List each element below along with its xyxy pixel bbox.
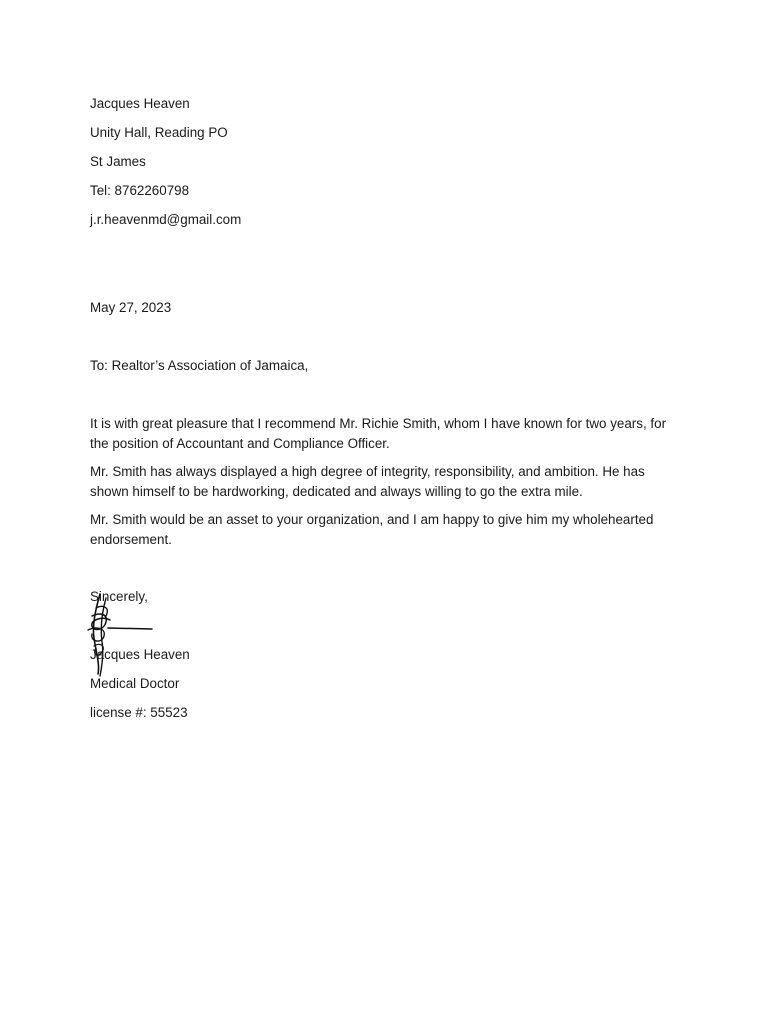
sender-email: j.r.heavenmd@gmail.com [90,212,242,227]
sender-phone: Tel: 8762260798 [90,183,190,198]
recipient-line: To: Realtor’s Association of Jamaica, [90,358,309,373]
letter-date: May 27, 2023 [90,300,172,315]
signatory-name: Jacques Heaven [90,647,190,662]
sender-address-line1: Unity Hall, Reading PO [90,125,228,140]
closing-salutation: Sincerely, [90,589,148,604]
body-paragraph-3: Mr. Smith would be an asset to your organization, and I am happy to give him my wholehearted endorsement. [90,512,654,547]
sender-address-line2: St James [90,154,146,169]
body-paragraph-1: It is with great pleasure that I recommend Mr. Richie Smith, whom I have known for two years, for the position of Accountant and Compliance Officer. [90,416,667,451]
signatory-license: license #: 55523 [90,705,188,720]
sender-name: Jacques Heaven [90,96,190,111]
signatory-title: Medical Doctor [90,676,180,691]
body-paragraph-2: Mr. Smith has always displayed a high degree of integrity, responsibility, and ambition. He has shown himself to be hardworking, dedicated and always willing to go the extra mile. [90,464,645,499]
